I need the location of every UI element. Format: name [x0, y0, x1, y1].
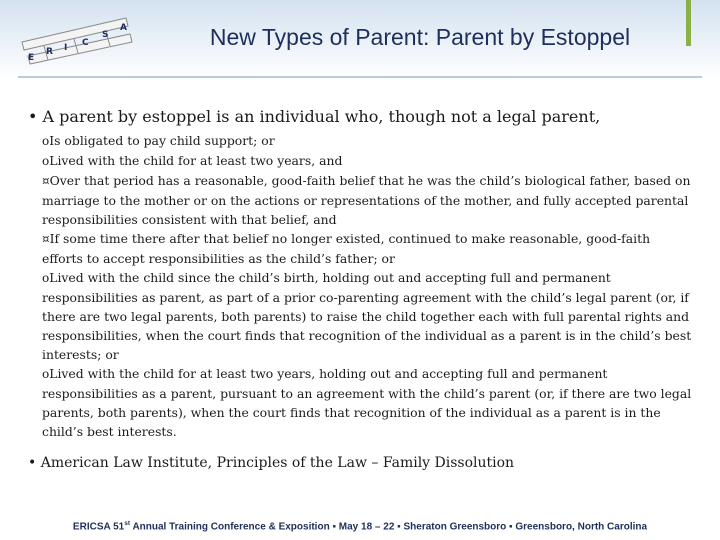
intro-text: A parent by estoppel is an individual who, though not a legal parent,: [42, 107, 601, 126]
circle-bullet-icon: o: [42, 367, 50, 381]
header-divider: [18, 76, 702, 78]
list-item: [42, 171, 692, 229]
slide-header: [0, 0, 720, 80]
svg-text:S: S: [102, 30, 109, 40]
svg-text:R: R: [46, 47, 53, 57]
circle-bullet-icon: o: [42, 134, 50, 148]
list-item: [42, 151, 692, 171]
list-item-text: Is obligated to pay child support; or: [49, 133, 275, 148]
circle-bullet-icon: o: [42, 154, 50, 168]
list-item: [42, 268, 692, 364]
list-item-text: If some time there after that belief no longer existed, continued to make reasonable, good-faith efforts to accept responsibilities as the child’s father; or: [42, 231, 651, 266]
slide-body: [28, 106, 692, 473]
citation-text: American Law Institute, Principles of the Law – Family Dissolution: [40, 455, 515, 471]
citation: [28, 453, 692, 473]
list-item: [42, 131, 692, 151]
list-item-text: Lived with the child for at least two years, holding out and accepting full and permanent responsibilities as a parent, pursuant to an agreement with the child’s parent (or, if there are two legal parents, both parents), when the court finds that recognition of the individual as a parent is in the child’s best interests.: [42, 366, 692, 439]
slide-title: New Types of Parent: Parent by Estoppel: [209, 24, 631, 50]
list-item-text: Lived with the child since the child’s birth, holding out and accepting full and permanent responsibilities as parent, as part of a prior co-parenting agreement with the child’s legal parent (or, if there are two legal parents, both parents) to raise the child together each with full parental rights and responsibilities, when the court finds that recognition of the individual as a parent is in the child’s best interests; or: [42, 270, 692, 362]
footer-prefix: ERICSA 51: [72, 521, 125, 533]
svg-text:E: E: [28, 53, 35, 63]
slide-footer: [0, 520, 720, 532]
bullet-icon: •: [28, 107, 43, 126]
list-item: [42, 229, 692, 268]
circle-bullet-icon: o: [42, 271, 50, 285]
footer-sup: st: [124, 520, 131, 527]
svg-text:C: C: [82, 38, 89, 48]
list-item-text: Over that period has a reasonable, good-faith belief that he was the child’s biological father, based on marriage to the mother or on the actions or representations of the mother, and fully accepted parental responsibilities consistent with that belief, and: [42, 173, 691, 227]
accent-bar: [686, 0, 691, 46]
x-bullet-icon: ¤: [42, 174, 50, 188]
svg-text:I: I: [64, 43, 68, 53]
x-bullet-icon: ¤: [42, 232, 50, 246]
list-item: [42, 364, 692, 441]
list-item-text: Lived with the child for at least two years, and: [49, 153, 343, 168]
bullet-icon: •: [28, 455, 41, 471]
intro-bullet: [28, 106, 692, 128]
footer-suffix: Annual Training Conference & Exposition ▪ May 18 – 22 ▪ Sheraton Greensboro ▪ Greensboro, North Carolina: [130, 521, 648, 533]
ericsa-biplane-logo: [14, 12, 136, 70]
svg-text:A: A: [120, 23, 127, 33]
